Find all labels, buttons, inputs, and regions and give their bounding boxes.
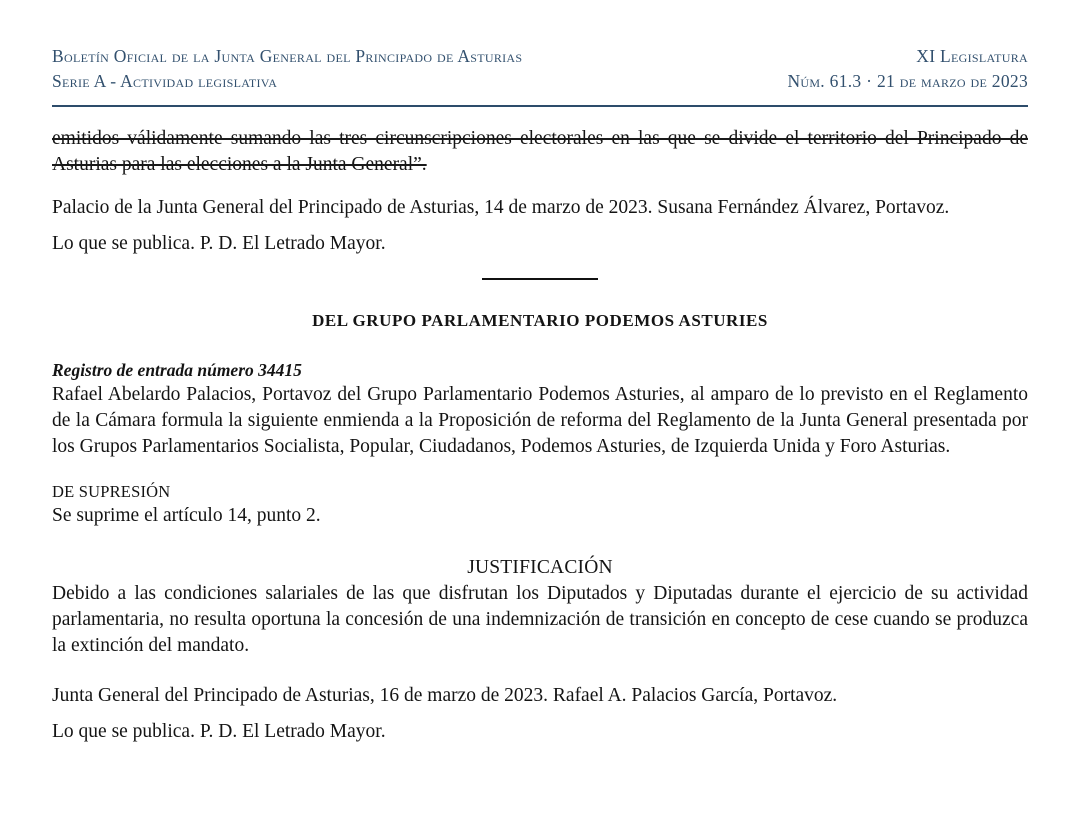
section-divider <box>482 278 598 280</box>
section-divider-wrap <box>52 278 1028 280</box>
amendment-text: Se suprime el artículo 14, punto 2. <box>52 504 321 526</box>
header-series-subtitle: Serie A - Actividad legislativa <box>52 70 278 91</box>
closing-publication: Lo que se publica. P. D. El Letrado Mayor. <box>52 721 386 743</box>
document-body <box>52 107 1028 746</box>
main-paragraph: Rafael Abelardo Palacios, Portavoz del Grupo Parlamentario Podemos Asturies, al amparo de lo previsto en el Reglamento de la Cámara formula la siguiente enmienda a la Proposición de reforma del Reglamento de la Junta General presentada por los Grupos Parlamentarios Socialista, Popular, Ciudadanos, Podemos Asturies, de Izquierda Unida y Foro Asturias. <box>52 384 1028 458</box>
group-heading: DEL GRUPO PARLAMENTARIO PODEMOS ASTURIES <box>312 311 768 331</box>
signature-paragraph: Palacio de la Junta General del Principado de Asturias, 14 de marzo de 2023. Susana Fernández Álvarez, Portavoz. <box>52 196 950 218</box>
publication-line: Lo que se publica. P. D. El Letrado Mayor. <box>52 233 386 255</box>
document-header <box>52 0 1028 94</box>
justification-paragraph: Debido a las condiciones salariales de las que disfrutan los Diputados y Diputadas durante el ejercicio de su actividad parlamentaria, no resulta oportuna la concesión de una indemnización de transición en concepto de cese cuando se produzca la extinción del mandato. <box>52 582 1028 656</box>
header-legislature: XI Legislatura <box>916 46 1028 66</box>
closing-block <box>52 683 1028 746</box>
closing-signature: Junta General del Principado de Asturias, 16 de marzo de 2023. Rafael A. Palacios García, Portavoz. <box>52 684 838 706</box>
header-issue-date: Núm. 61.3 · 21 de marzo de 2023 <box>787 70 1028 91</box>
header-right-block <box>787 44 1028 94</box>
header-publication-title: Boletín Oficial de la Junta General del Principado de Asturias <box>52 46 523 66</box>
amendment-type-label: DE SUPRESIÓN <box>52 482 171 502</box>
registry-entry-number: Registro de entrada número 34415 <box>52 359 302 380</box>
justification-heading: JUSTIFICACIÓN <box>467 556 613 578</box>
struck-paragraph: emitidos válidamente sumando las tres circunscripciones electorales en las que se divide el territorio del Principado de Asturias para las elecciones a la Junta General”. <box>52 127 1028 175</box>
header-left-block <box>52 44 522 94</box>
